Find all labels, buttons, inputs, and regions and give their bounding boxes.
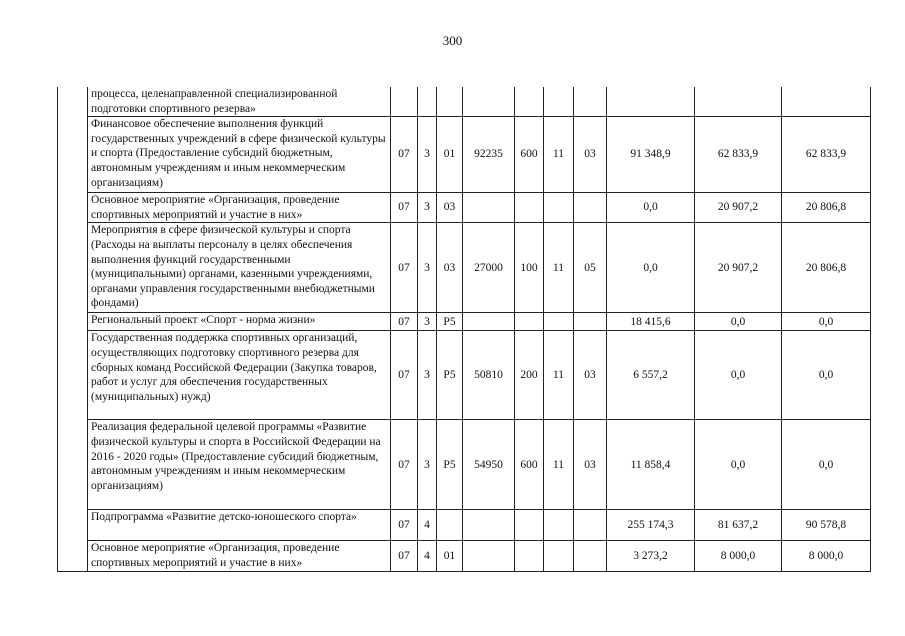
- code-subprogram: P5: [437, 313, 463, 331]
- amount-year-1: 3 273,2: [607, 541, 695, 571]
- table-row: [58, 420, 871, 510]
- code-subprogram: 03: [437, 193, 463, 223]
- amount-year-2: 81 637,2: [695, 510, 782, 541]
- code-program: 3: [418, 193, 437, 223]
- code-section: 07: [391, 331, 418, 420]
- amount-year-2: 20 907,2: [695, 223, 782, 313]
- code-expense-type: 600: [515, 117, 544, 193]
- code-subsection: 05: [574, 223, 607, 313]
- row-name: процесса, целенаправленной специализированной подготовки спортивного резерва»: [88, 87, 391, 117]
- table-row: [58, 510, 871, 541]
- code-subsection: 03: [574, 331, 607, 420]
- code-section: 07: [391, 313, 418, 331]
- code-direction: 50810: [463, 331, 515, 420]
- code-expense-type: [515, 541, 544, 571]
- row-name: Региональный проект «Спорт - норма жизни»: [88, 313, 391, 331]
- code-section: 07: [391, 193, 418, 223]
- code-subsection: [574, 510, 607, 541]
- table-row: [58, 541, 871, 571]
- code-program: 3: [418, 420, 437, 510]
- code-chapter: 11: [544, 420, 574, 510]
- amount-year-2: 0,0: [695, 420, 782, 510]
- amount-year-2: 20 907,2: [695, 193, 782, 223]
- code-program: [418, 87, 437, 117]
- amount-year-1: 0,0: [607, 193, 695, 223]
- row-name: Финансовое обеспечение выполнения функций государственных учреждений в сфере физической культуры и спорта (Предоставление субсидий бюджетным, автономным учреждениям и иным некоммерческим организациям): [88, 117, 391, 193]
- code-subsection: [574, 541, 607, 571]
- row-name: Основное мероприятие «Организация, проведение спортивных мероприятий и участие в них»: [88, 541, 391, 571]
- code-direction: [463, 193, 515, 223]
- row-name: Основное мероприятие «Организация, проведение спортивных мероприятий и участие в них»: [88, 193, 391, 223]
- code-direction: 54950: [463, 420, 515, 510]
- amount-year-3: 20 806,8: [782, 193, 871, 223]
- code-expense-type: [515, 193, 544, 223]
- code-chapter: [544, 313, 574, 331]
- code-expense-type: 100: [515, 223, 544, 313]
- code-subprogram: [437, 87, 463, 117]
- code-direction: [463, 541, 515, 571]
- budget-table: [57, 87, 871, 572]
- code-direction: [463, 87, 515, 117]
- code-section: 07: [391, 420, 418, 510]
- row-number-cell: [58, 420, 88, 510]
- code-subsection: [574, 193, 607, 223]
- code-program: 4: [418, 541, 437, 571]
- code-program: 4: [418, 510, 437, 541]
- row-number-cell: [58, 541, 88, 571]
- amount-year-3: 0,0: [782, 420, 871, 510]
- amount-year-3: 20 806,8: [782, 223, 871, 313]
- amount-year-2: [695, 87, 782, 117]
- code-expense-type: [515, 510, 544, 541]
- amount-year-2: 0,0: [695, 331, 782, 420]
- row-number-cell: [58, 193, 88, 223]
- amount-year-2: 62 833,9: [695, 117, 782, 193]
- table-row: [58, 223, 871, 313]
- code-section: 07: [391, 541, 418, 571]
- code-subsection: [574, 313, 607, 331]
- code-section: 07: [391, 117, 418, 193]
- row-number-cell: [58, 331, 88, 420]
- code-chapter: [544, 510, 574, 541]
- code-chapter: [544, 541, 574, 571]
- code-section: 07: [391, 510, 418, 541]
- code-chapter: [544, 193, 574, 223]
- code-direction: 27000: [463, 223, 515, 313]
- code-program: 3: [418, 313, 437, 331]
- amount-year-1: 6 557,2: [607, 331, 695, 420]
- amount-year-1: 18 415,6: [607, 313, 695, 331]
- code-direction: 92235: [463, 117, 515, 193]
- table-row: [58, 193, 871, 223]
- code-expense-type: 600: [515, 420, 544, 510]
- row-number-cell: [58, 510, 88, 541]
- code-subprogram: 01: [437, 117, 463, 193]
- amount-year-3: 90 578,8: [782, 510, 871, 541]
- amount-year-3: 0,0: [782, 331, 871, 420]
- amount-year-3: 62 833,9: [782, 117, 871, 193]
- row-name: Реализация федеральной целевой программы «Развитие физической культуры и спорта в Российской Федерации на 2016 - 2020 годы» (Предоставление субсидий бюджетным, автономным учреждениям и иным некоммерческим организациям): [88, 420, 391, 510]
- code-chapter: [544, 87, 574, 117]
- code-section: [391, 87, 418, 117]
- row-number-cell: [58, 87, 88, 117]
- code-subprogram: P5: [437, 420, 463, 510]
- table-row: [58, 331, 871, 420]
- amount-year-3: 0,0: [782, 313, 871, 331]
- amount-year-3: [782, 87, 871, 117]
- code-subsection: 03: [574, 117, 607, 193]
- code-expense-type: [515, 87, 544, 117]
- row-name: Подпрограмма «Развитие детско-юношеского спорта»: [88, 510, 391, 541]
- code-program: 3: [418, 117, 437, 193]
- code-section: 07: [391, 223, 418, 313]
- code-chapter: 11: [544, 331, 574, 420]
- table-row: [58, 117, 871, 193]
- amount-year-1: 11 858,4: [607, 420, 695, 510]
- row-name: Государственная поддержка спортивных организаций, осуществляющих подготовку спортивного резерва для сборных команд Российской Федерации (Закупка товаров, работ и услуг для обеспечения государственных (муниципальных) нужд): [88, 331, 391, 420]
- code-expense-type: 200: [515, 331, 544, 420]
- code-subprogram: 01: [437, 541, 463, 571]
- row-name: Мероприятия в сфере физической культуры и спорта (Расходы на выплаты персоналу в целях обеспечения выполнения функций государственными (муниципальными) органами, казенными учреждениями, органами управления государственными внебюджетными фондами): [88, 223, 391, 313]
- code-chapter: 11: [544, 117, 574, 193]
- amount-year-1: 255 174,3: [607, 510, 695, 541]
- code-program: 3: [418, 223, 437, 313]
- code-subsection: [574, 87, 607, 117]
- code-program: 3: [418, 331, 437, 420]
- amount-year-1: 91 348,9: [607, 117, 695, 193]
- code-direction: [463, 510, 515, 541]
- code-subprogram: P5: [437, 331, 463, 420]
- amount-year-2: 8 000,0: [695, 541, 782, 571]
- amount-year-3: 8 000,0: [782, 541, 871, 571]
- code-expense-type: [515, 313, 544, 331]
- row-number-cell: [58, 223, 88, 313]
- code-chapter: 11: [544, 223, 574, 313]
- code-subprogram: 03: [437, 223, 463, 313]
- amount-year-1: 0,0: [607, 223, 695, 313]
- row-number-cell: [58, 313, 88, 331]
- row-number-cell: [58, 117, 88, 193]
- amount-year-1: [607, 87, 695, 117]
- page-number: 300: [442, 33, 463, 48]
- code-subprogram: [437, 510, 463, 541]
- table-row: [58, 313, 871, 331]
- code-direction: [463, 313, 515, 331]
- amount-year-2: 0,0: [695, 313, 782, 331]
- table-row: [58, 87, 871, 117]
- code-subsection: 03: [574, 420, 607, 510]
